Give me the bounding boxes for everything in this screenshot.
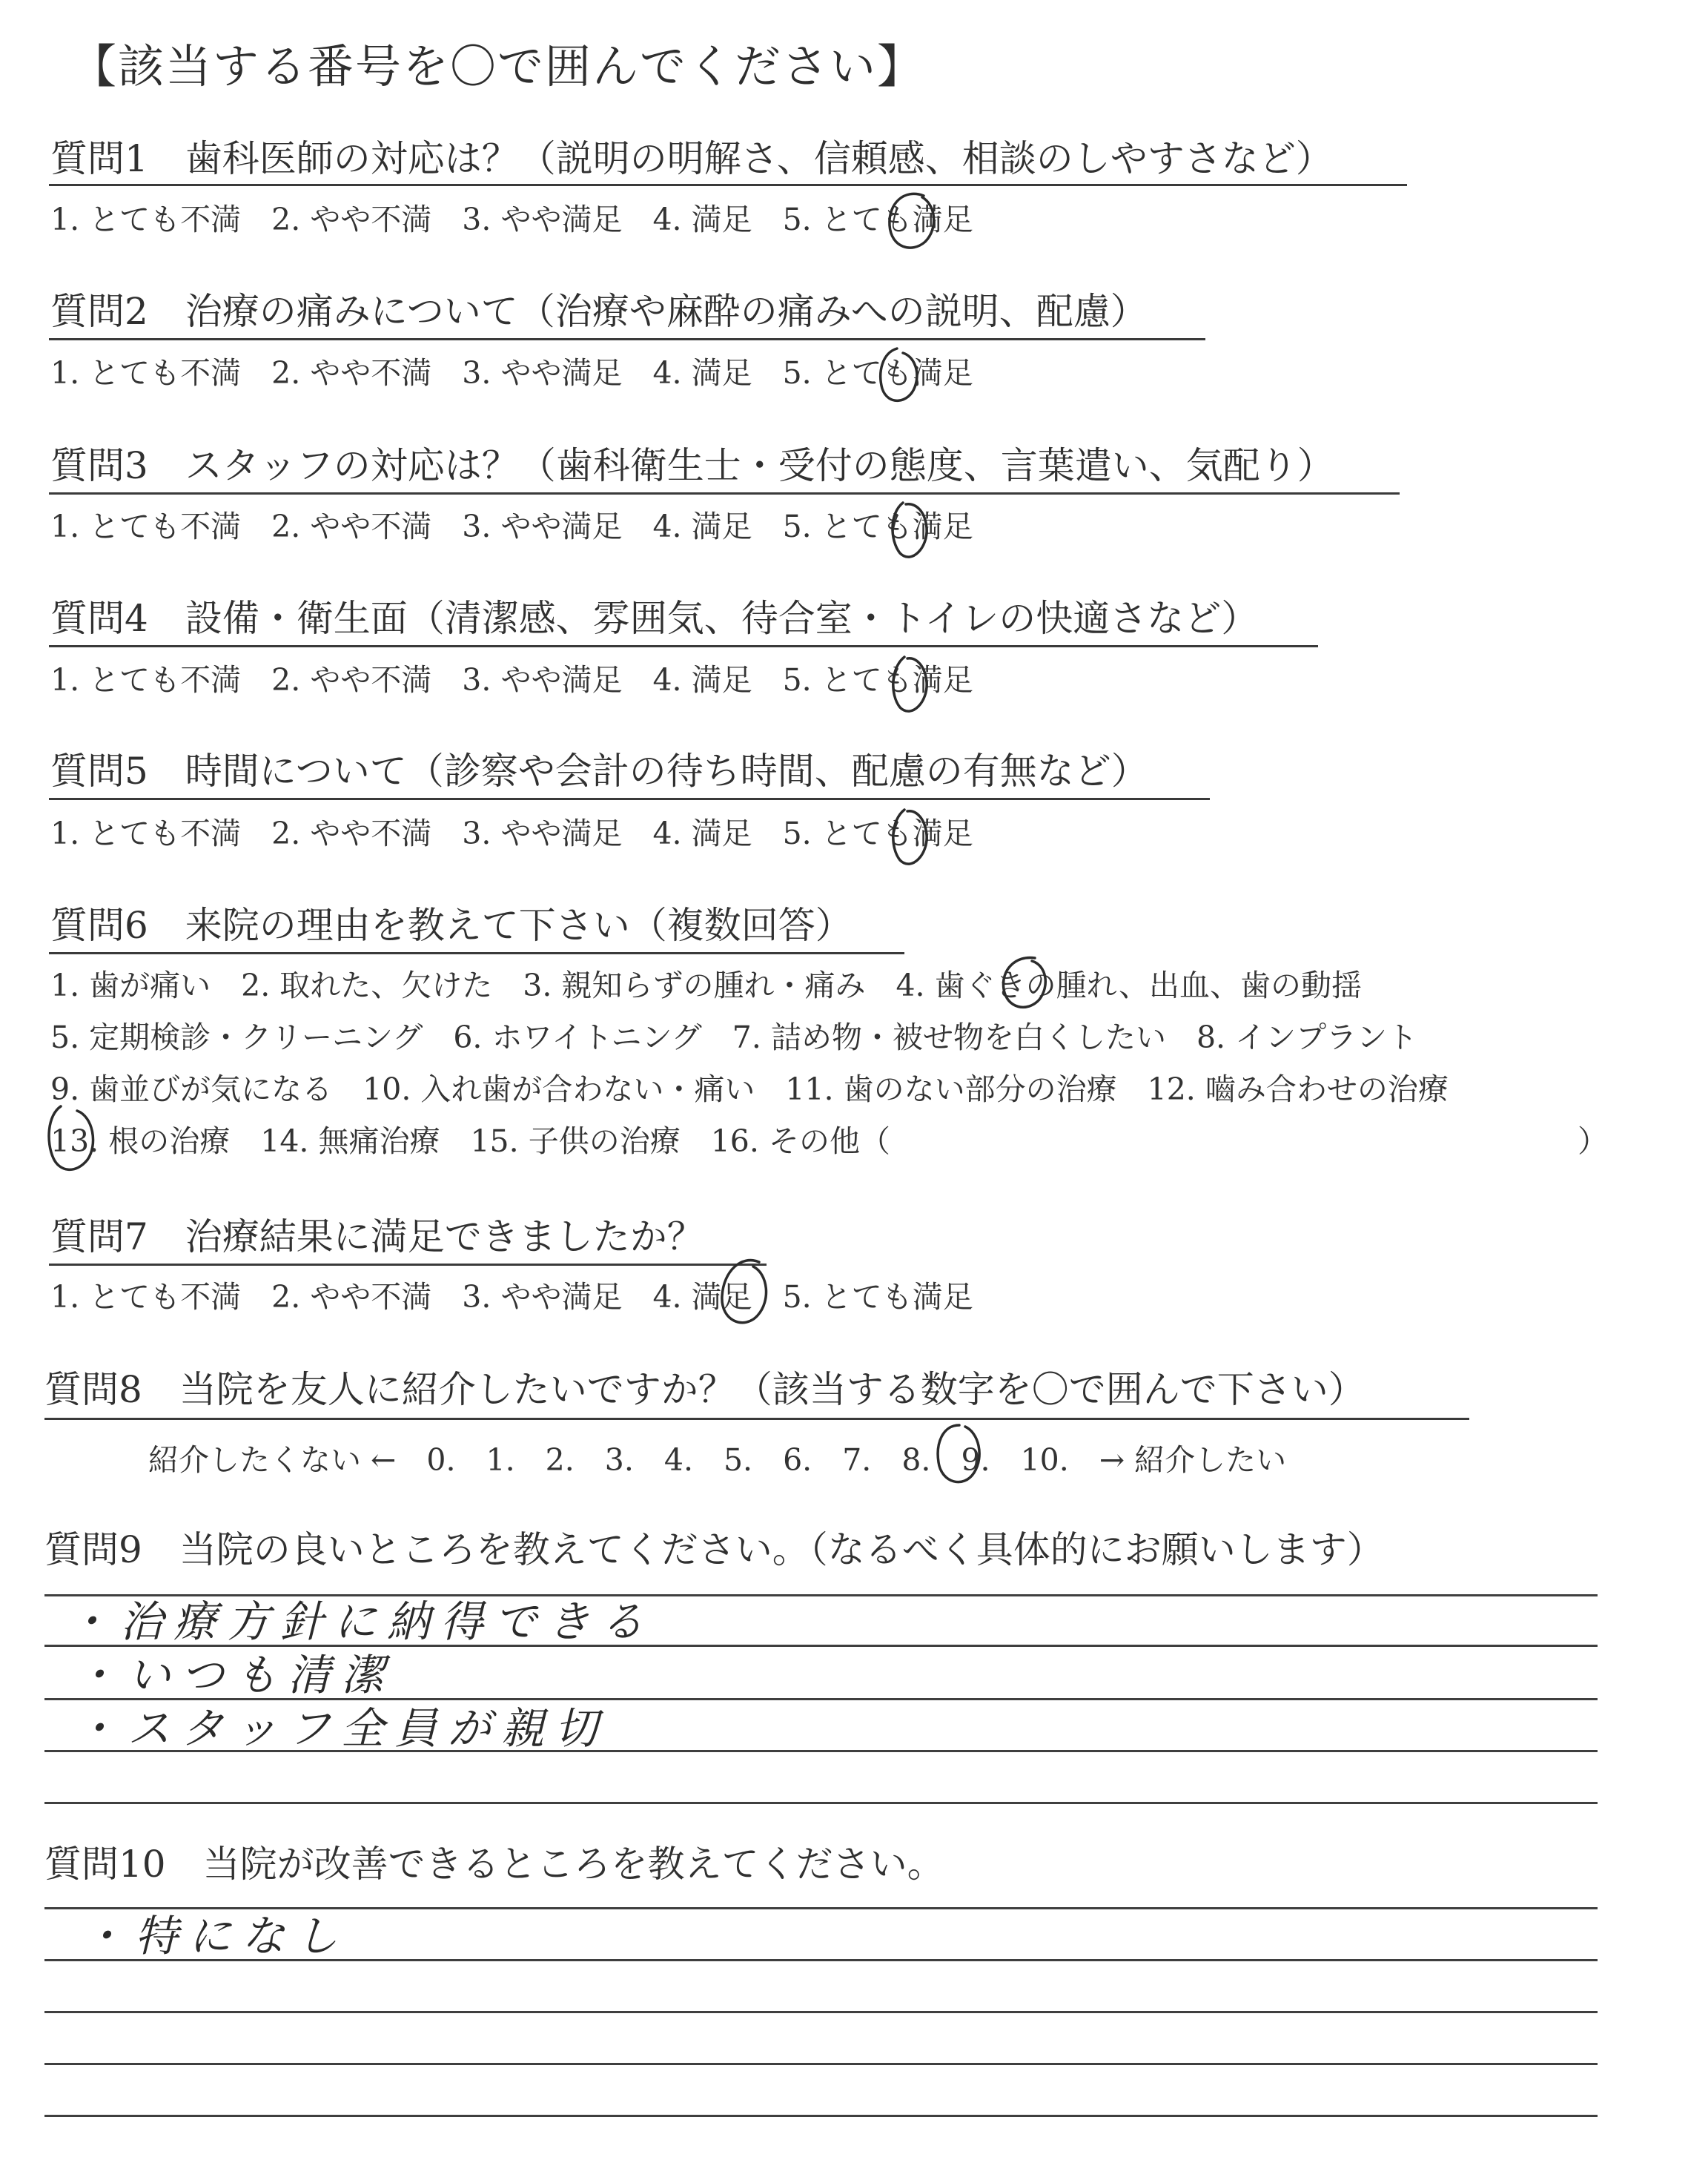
page-heading: 【該当する番号を〇で囲んでください】 — [70, 39, 925, 93]
question-1-title: 質問1 歯科医師の対応は？（説明の明解さ、信頼感、相談のしやすさなど） — [50, 137, 1333, 180]
question-1-answer-circle — [882, 190, 941, 257]
question-9-answer-2: ・いつも清潔 — [74, 1650, 395, 1700]
question-8-underline — [44, 1418, 1469, 1420]
question-5-answer-circle — [882, 802, 941, 871]
question-6-answer-circle-4 — [993, 951, 1060, 1017]
question-4-title: 質問4 設備・衛生面（清潔感、雰囲気、待合室・トイレの快適さなど） — [50, 597, 1259, 640]
question-8-scale: 紹介したくない ← 0. 1. 2. 3. 4. 5. 6. 7. 8. 9. 10. → 紹介したい — [148, 1442, 1287, 1478]
question-2-underline — [49, 338, 1205, 340]
question-8-title: 質問8 当院を友人に紹介したいですか？（該当する数字を〇で囲んで下さい） — [44, 1368, 1366, 1411]
question-3-answer-circle — [882, 495, 941, 564]
question-7-title: 質問7 治療結果に満足できましたか？ — [50, 1215, 704, 1258]
question-7-options: 1. とても不満 2. やや不満 3. やや満足 4. 満足 5. とても満足 — [50, 1279, 973, 1315]
question-10-writing-line — [44, 2011, 1598, 2013]
question-3-title: 質問3 スタッフの対応は？（歯科衛生士・受付の態度、言葉遣い、気配り） — [50, 444, 1334, 487]
question-1-options: 1. とても不満 2. やや不満 3. やや満足 4. 満足 5. とても満足 — [50, 202, 973, 237]
question-10-title: 質問10 当院が改善できるところを教えてください。 — [44, 1843, 944, 1886]
question-5-underline — [49, 798, 1210, 800]
question-9-answer-1: ・治療方針に納得できる — [67, 1596, 655, 1647]
question-4-underline — [49, 645, 1318, 647]
question-9-writing-line — [44, 1802, 1598, 1804]
question-6-answer-circle-13 — [39, 1100, 113, 1182]
question-9-answer-3: ・スタッフ全員が親切 — [74, 1703, 609, 1754]
question-2-options: 1. とても不満 2. やや不満 3. やや満足 4. 満足 5. とても満足 — [50, 355, 973, 391]
question-3-underline — [49, 492, 1400, 495]
question-6-other-close-paren: ） — [1578, 1123, 1608, 1159]
question-10-answer-1: ・特になし — [82, 1911, 349, 1961]
question-6-options-line-3: 9. 歯並びが気になる 10. 入れ歯が合わない・痛い 11. 歯のない部分の治療 12. 嚙み合わせの治療 — [50, 1071, 1449, 1107]
question-3-options: 1. とても不満 2. やや不満 3. やや満足 4. 満足 5. とても満足 — [50, 509, 973, 544]
question-6-underline — [49, 952, 904, 954]
question-4-options: 1. とても不満 2. やや不満 3. やや満足 4. 満足 5. とても満足 — [50, 662, 973, 698]
question-1-underline — [49, 184, 1407, 186]
question-4-answer-circle — [882, 650, 941, 718]
question-7-underline — [49, 1264, 767, 1266]
question-2-title: 質問2 治療の痛みについて（治療や麻酔の痛みへの説明、配慮） — [50, 290, 1148, 333]
question-10-writing-line — [44, 2063, 1598, 2065]
question-10-writing-line — [44, 2115, 1598, 2117]
question-6-options-line-4: 13. 根の治療 14. 無痛治療 15. 子供の治療 16. その他（ — [50, 1123, 890, 1159]
question-5-title: 質問5 時間について（診察や会計の待ち時間、配慮の有無など） — [50, 750, 1148, 793]
question-2-answer-circle — [867, 343, 934, 409]
question-8-answer-circle — [927, 1418, 993, 1495]
question-5-options: 1. とても不満 2. やや不満 3. やや満足 4. 満足 5. とても満足 — [50, 816, 973, 851]
question-6-options-line-1: 1. 歯が痛い 2. 取れた、欠けた 3. 親知らずの腫れ・痛み 4. 歯ぐきの腫れ、出血、歯の動揺 — [50, 968, 1363, 1003]
question-9-title: 質問9 当院の良いところを教えてください。（なるべく具体的にお願いします） — [44, 1528, 1384, 1571]
question-6-title: 質問6 来院の理由を教えて下さい（複数回答） — [50, 904, 853, 947]
question-6-options-line-2: 5. 定期検診・クリーニング 6. ホワイトニング 7. 詰め物・被せ物を白くしたい 8. インプラント — [50, 1020, 1418, 1055]
question-7-answer-circle — [712, 1253, 778, 1335]
